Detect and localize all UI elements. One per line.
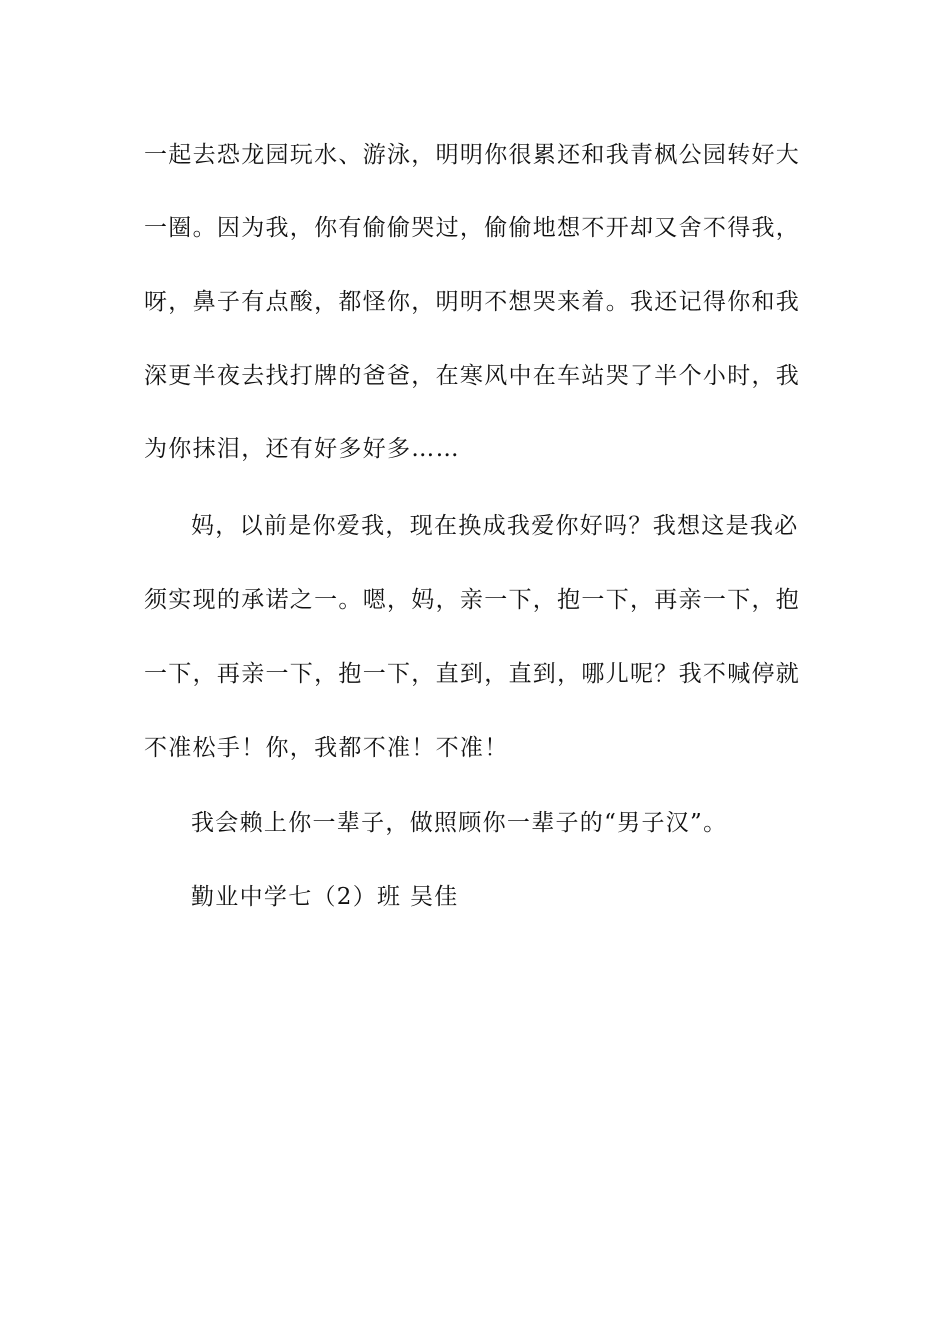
paragraph-line: 妈，以前是你爱我，现在换成我爱你好吗？我想这是我必: [191, 513, 799, 539]
paragraph-line: 深更半夜去找打牌的爸爸，在寒风中在车站哭了半个小时，我: [144, 363, 801, 389]
paragraph-line: 一起去恐龙园玩水、游泳，明明你很累还和我青枫公园转好大: [144, 142, 801, 168]
paragraph-line: 呀，鼻子有点酸，都怪你，明明不想哭来着。我还记得你和我: [144, 289, 801, 315]
paragraph-line: 须实现的承诺之一。嗯，妈，亲一下，抱一下，再亲一下，抱: [144, 587, 801, 613]
paragraph-line: 不准松手！你，我都不准！不准！: [144, 735, 509, 761]
paragraph-line: 我会赖上你一辈子，做照顾你一辈子的“男子汉”。: [191, 810, 728, 836]
paragraph-line: 为你抹泪，还有好多好多……: [144, 436, 460, 462]
paragraph-line: 一下，再亲一下，抱一下，直到，直到，哪儿呢？我不喊停就: [144, 661, 801, 687]
paragraph-line: 一圈。因为我，你有偷偷哭过，偷偷地想不开却又舍不得我，: [144, 215, 801, 241]
author-signature: 勤业中学七（2）班 吴佳: [191, 884, 459, 910]
